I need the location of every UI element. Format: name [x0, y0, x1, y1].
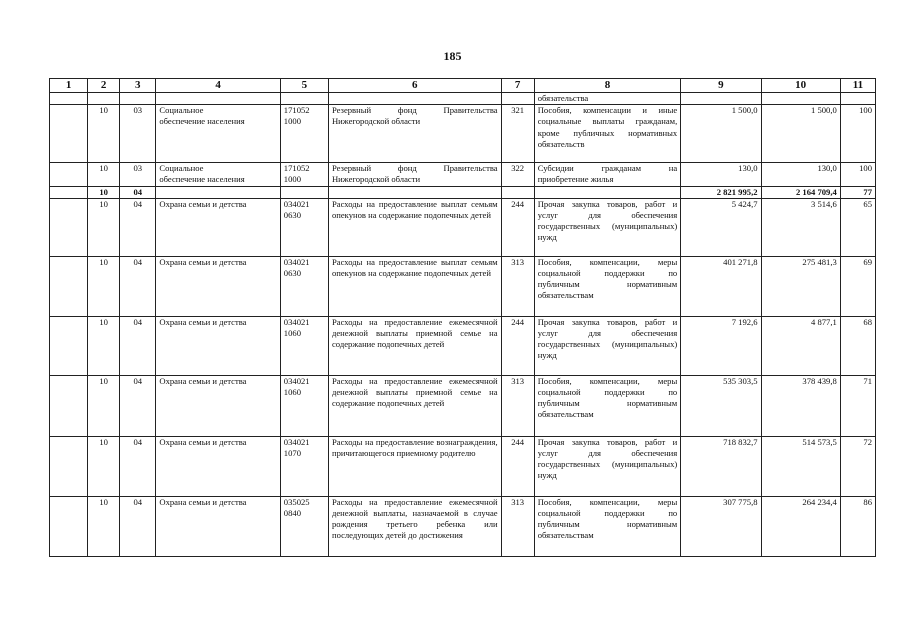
- cell-percent: [840, 93, 875, 105]
- cell-percent: 71: [840, 375, 875, 436]
- cell-expense-type: 313: [501, 496, 534, 556]
- cell-section: 10: [88, 198, 120, 256]
- cell-expense-type-name: обязательства: [534, 93, 681, 105]
- cell-plan-amount: 401 271,8: [681, 256, 761, 316]
- cell-col-1: [50, 375, 88, 436]
- cell-subsection: 04: [120, 375, 156, 436]
- cell-expense-type-name: Прочая закупка товаров, работ и услуг для обеспечения государственных (муниципальных) нужд: [534, 436, 681, 496]
- cell-expense-type: 313: [501, 256, 534, 316]
- table-row: [50, 496, 876, 556]
- cell-expense-type-name: Пособия, компенсации, меры социальной поддержки по публичным нормативным обязательствам: [534, 375, 681, 436]
- cell-target-article: [280, 186, 328, 198]
- table-row: [50, 186, 876, 198]
- cell-col-1: [50, 316, 88, 375]
- cell-subsection-name: Социальное обеспечение населения: [156, 163, 280, 186]
- column-header: 9: [681, 79, 761, 93]
- cell-executed-amount: 514 573,5: [761, 436, 840, 496]
- budget-table: [49, 78, 876, 557]
- cell-executed-amount: 3 514,6: [761, 198, 840, 256]
- cell-target-article: 034021 0630: [280, 198, 328, 256]
- cell-percent: 86: [840, 496, 875, 556]
- column-header: 2: [88, 79, 120, 93]
- cell-percent: 100: [840, 105, 875, 163]
- cell-plan-amount: 130,0: [681, 163, 761, 186]
- cell-executed-amount: [761, 93, 840, 105]
- cell-article-name: Резервный фонд Правительства Нижегородской области: [328, 163, 501, 186]
- table-body: [50, 93, 876, 557]
- cell-expense-type-name: Пособия, компенсации, меры социальной поддержки по публичным нормативным обязательствам: [534, 256, 681, 316]
- cell-subsection-name: [156, 186, 280, 198]
- cell-expense-type: [501, 186, 534, 198]
- cell-article-name: Расходы на предоставление ежемесячной денежной выплаты, назначаемой в случае рождения третьего ребенка или последующих детей до достижения: [328, 496, 501, 556]
- cell-expense-type: [501, 93, 534, 105]
- cell-subsection: 03: [120, 105, 156, 163]
- cell-expense-type: 244: [501, 316, 534, 375]
- cell-target-article: 035025 0840: [280, 496, 328, 556]
- cell-plan-amount: 535 303,5: [681, 375, 761, 436]
- table-row: [50, 163, 876, 186]
- cell-expense-type: 244: [501, 436, 534, 496]
- cell-expense-type-name: Пособия, компенсации, меры социальной поддержки по публичным нормативным обязательствам: [534, 496, 681, 556]
- column-header: 7: [501, 79, 534, 93]
- cell-article-name: Расходы на предоставление выплат семьям опекунов на содержание подопечных детей: [328, 198, 501, 256]
- cell-section: 10: [88, 186, 120, 198]
- cell-article-name: Расходы на предоставление ежемесячной денежной выплаты приемной семье на содержание подопечных детей: [328, 375, 501, 436]
- cell-executed-amount: 264 234,4: [761, 496, 840, 556]
- cell-expense-type-name: Субсидии гражданам на приобретение жилья: [534, 163, 681, 186]
- table-row: [50, 198, 876, 256]
- cell-col-1: [50, 496, 88, 556]
- cell-executed-amount: 130,0: [761, 163, 840, 186]
- cell-executed-amount: 275 481,3: [761, 256, 840, 316]
- page-number: 185: [443, 49, 462, 63]
- cell-plan-amount: [681, 93, 761, 105]
- cell-plan-amount: 1 500,0: [681, 105, 761, 163]
- column-header: 11: [840, 79, 875, 93]
- cell-executed-amount: 4 877,1: [761, 316, 840, 375]
- cell-section: 10: [88, 496, 120, 556]
- cell-subsection: 03: [120, 163, 156, 186]
- cell-plan-amount: 5 424,7: [681, 198, 761, 256]
- cell-section: 10: [88, 256, 120, 316]
- cell-subsection: 04: [120, 186, 156, 198]
- cell-target-article: [280, 93, 328, 105]
- cell-percent: 68: [840, 316, 875, 375]
- cell-percent: 100: [840, 163, 875, 186]
- column-header: 4: [156, 79, 280, 93]
- cell-section: [88, 93, 120, 105]
- column-header: 1: [50, 79, 88, 93]
- table-row: [50, 256, 876, 316]
- cell-article-name: Расходы на предоставление ежемесячной денежной выплаты приемной семье на содержание подопечных детей: [328, 316, 501, 375]
- cell-plan-amount: 2 821 995,2: [681, 186, 761, 198]
- table-row: [50, 375, 876, 436]
- cell-subsection-name: Социальное обеспечение населения: [156, 105, 280, 163]
- cell-subsection: 04: [120, 436, 156, 496]
- cell-col-1: [50, 163, 88, 186]
- cell-plan-amount: 7 192,6: [681, 316, 761, 375]
- cell-expense-type-name: Пособия, компенсации и иные социальные выплаты гражданам, кроме публичных нормативных обязательств: [534, 105, 681, 163]
- cell-subsection-name: Охрана семьи и детства: [156, 496, 280, 556]
- cell-subsection: [120, 93, 156, 105]
- column-header: 10: [761, 79, 840, 93]
- cell-percent: 65: [840, 198, 875, 256]
- table-row: [50, 316, 876, 375]
- cell-plan-amount: 718 832,7: [681, 436, 761, 496]
- cell-executed-amount: 378 439,8: [761, 375, 840, 436]
- table-row: [50, 105, 876, 163]
- cell-subsection: 04: [120, 496, 156, 556]
- cell-target-article: 034021 1060: [280, 316, 328, 375]
- cell-subsection-name: Охрана семьи и детства: [156, 198, 280, 256]
- cell-article-name: Резервный фонд Правительства Нижегородской области: [328, 105, 501, 163]
- cell-percent: 72: [840, 436, 875, 496]
- cell-article-name: Расходы на предоставление выплат семьям опекунов на содержание подопечных детей: [328, 256, 501, 316]
- cell-col-1: [50, 105, 88, 163]
- column-header: 6: [328, 79, 501, 93]
- cell-expense-type-name: Прочая закупка товаров, работ и услуг для обеспечения государственных (муниципальных) нужд: [534, 198, 681, 256]
- cell-col-1: [50, 198, 88, 256]
- cell-target-article: 034021 1060: [280, 375, 328, 436]
- cell-target-article: 034021 0630: [280, 256, 328, 316]
- cell-target-article: 171052 1000: [280, 105, 328, 163]
- cell-article-name: Расходы на предоставление вознаграждения, причитающегося приемному родителю: [328, 436, 501, 496]
- cell-subsection-name: Охрана семьи и детства: [156, 256, 280, 316]
- cell-col-1: [50, 436, 88, 496]
- cell-expense-type: 321: [501, 105, 534, 163]
- column-header: 8: [534, 79, 681, 93]
- cell-percent: 77: [840, 186, 875, 198]
- cell-expense-type-name: Прочая закупка товаров, работ и услуг для обеспечения государственных (муниципальных) нужд: [534, 316, 681, 375]
- cell-subsection-name: Охрана семьи и детства: [156, 436, 280, 496]
- column-header: 5: [280, 79, 328, 93]
- column-header: 3: [120, 79, 156, 93]
- cell-expense-type: 313: [501, 375, 534, 436]
- cell-col-1: [50, 93, 88, 105]
- cell-expense-type-name: [534, 186, 681, 198]
- cell-section: 10: [88, 105, 120, 163]
- cell-section: 10: [88, 316, 120, 375]
- cell-subsection: 04: [120, 316, 156, 375]
- cell-col-1: [50, 256, 88, 316]
- cell-executed-amount: 2 164 709,4: [761, 186, 840, 198]
- cell-article-name: [328, 186, 501, 198]
- cell-target-article: 034021 1070: [280, 436, 328, 496]
- cell-subsection-name: Охрана семьи и детства: [156, 375, 280, 436]
- cell-target-article: 171052 1000: [280, 163, 328, 186]
- cell-section: 10: [88, 375, 120, 436]
- cell-article-name: [328, 93, 501, 105]
- cell-section: 10: [88, 436, 120, 496]
- cell-section: 10: [88, 163, 120, 186]
- cell-col-1: [50, 186, 88, 198]
- cell-subsection-name: Охрана семьи и детства: [156, 316, 280, 375]
- header-row: [50, 79, 876, 93]
- cell-percent: 69: [840, 256, 875, 316]
- cell-subsection: 04: [120, 198, 156, 256]
- table-row: [50, 93, 876, 105]
- cell-subsection: 04: [120, 256, 156, 316]
- cell-executed-amount: 1 500,0: [761, 105, 840, 163]
- cell-subsection-name: [156, 93, 280, 105]
- cell-expense-type: 322: [501, 163, 534, 186]
- cell-plan-amount: 307 775,8: [681, 496, 761, 556]
- cell-expense-type: 244: [501, 198, 534, 256]
- table-row: [50, 436, 876, 496]
